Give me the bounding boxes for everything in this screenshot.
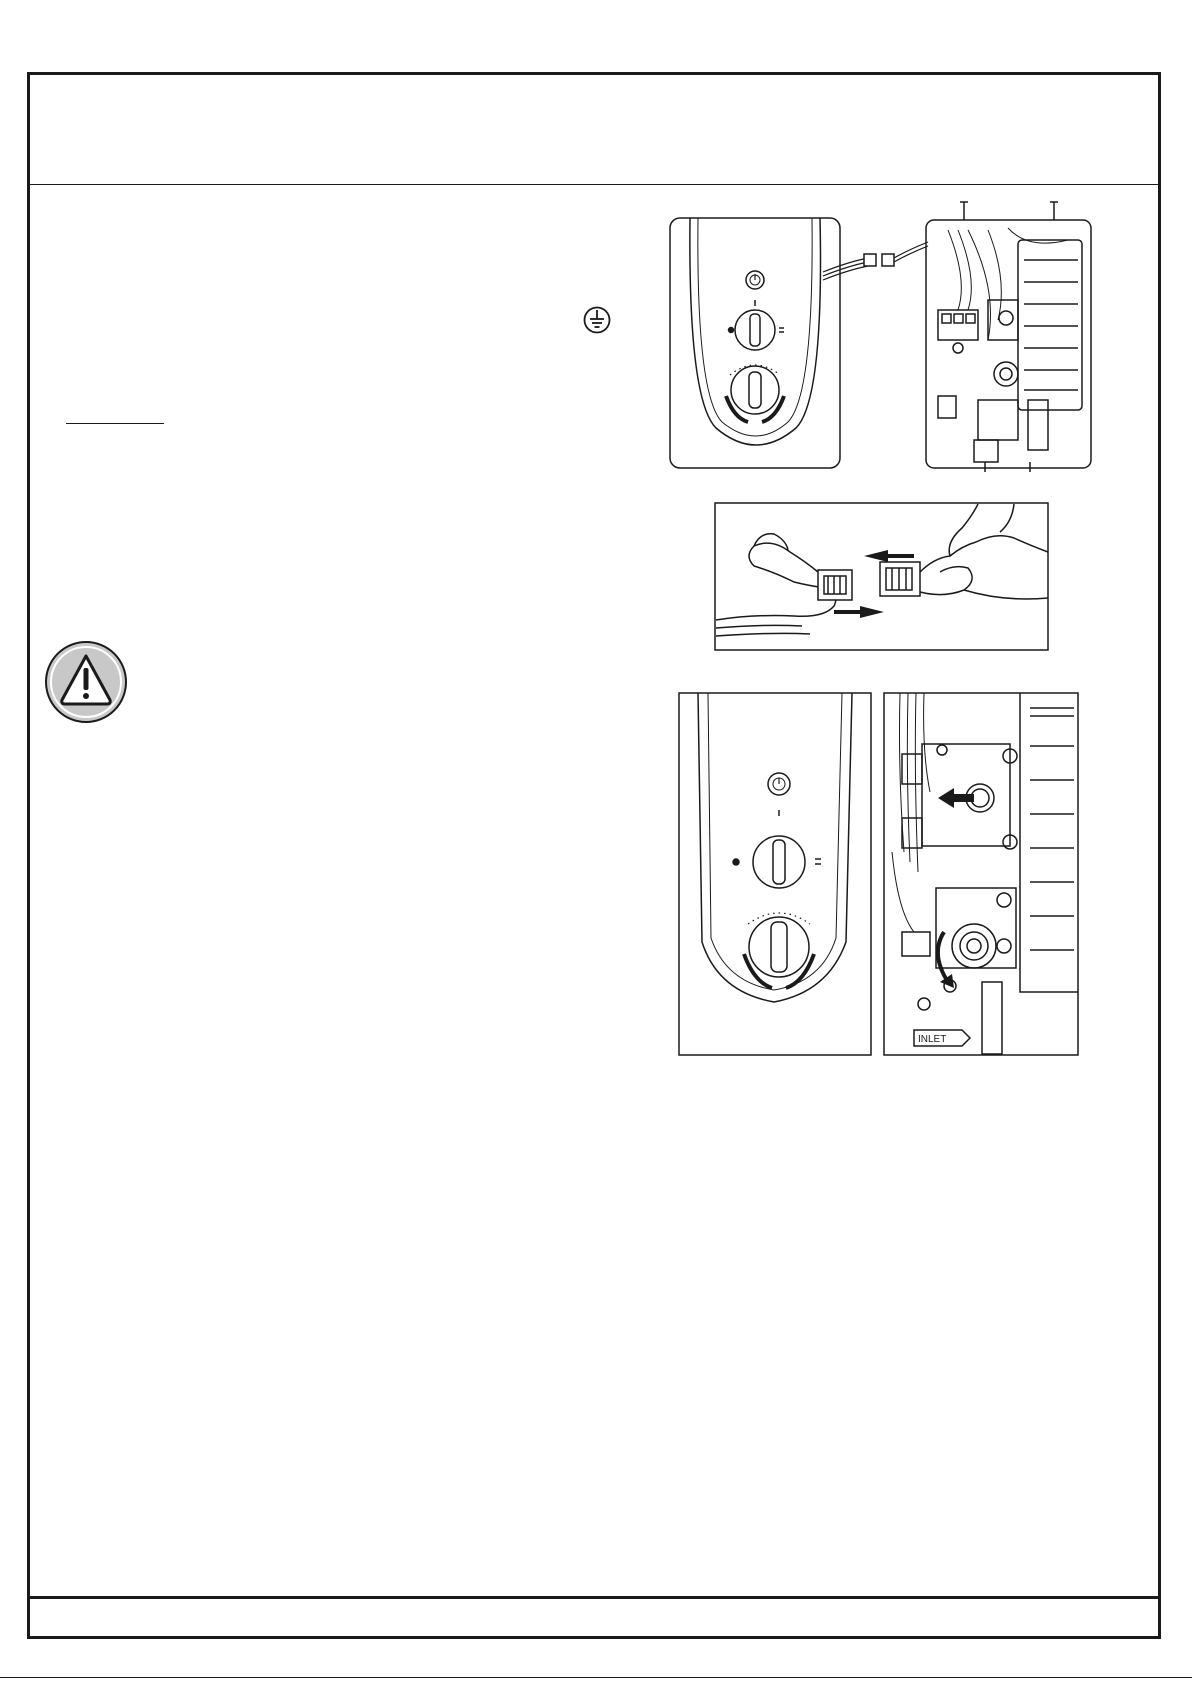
inlet-label: INLET <box>918 1034 947 1045</box>
figure-valve-closeup <box>678 692 1080 1056</box>
shower-front-cover-large <box>679 693 871 1055</box>
text-underline <box>66 423 164 424</box>
shower-front-cover <box>670 218 840 468</box>
figure-disconnect-plug <box>714 502 1049 651</box>
warning-triangle-icon <box>44 640 128 724</box>
page-bottom-edge <box>0 1677 1192 1678</box>
figure-cover-removed <box>668 200 1098 472</box>
valve-closeup <box>884 693 1078 1055</box>
shower-unit-internal <box>926 202 1091 472</box>
cable-connector <box>823 242 928 280</box>
earth-ground-icon <box>582 305 612 335</box>
header-divider <box>28 184 1160 185</box>
footer-divider <box>28 1596 1160 1599</box>
